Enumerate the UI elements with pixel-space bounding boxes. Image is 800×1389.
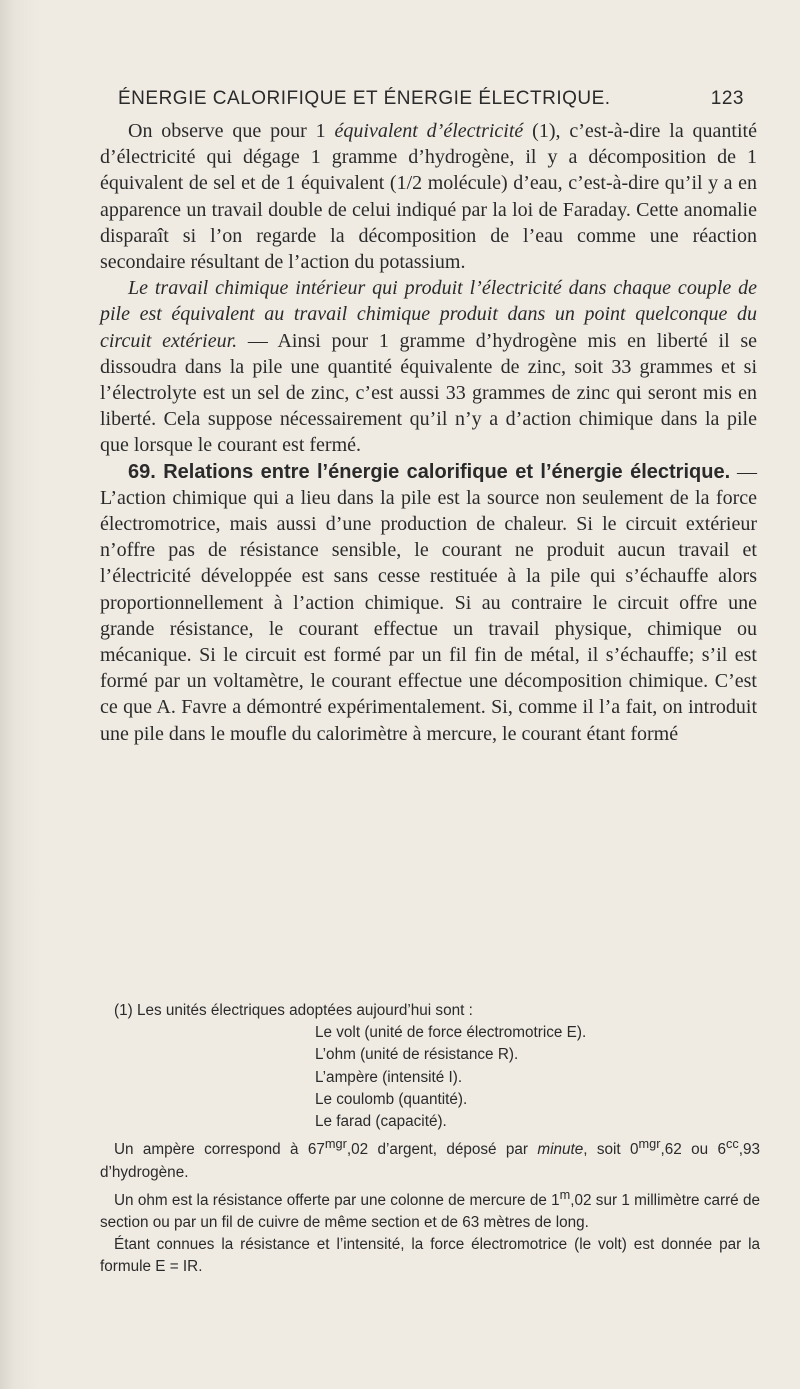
unit-item: Le coulomb (quantité). <box>315 1090 468 1108</box>
footnote-intro: (1) Les unités électriques adoptées aujourd’hui sont : <box>114 1002 473 1019</box>
ampere-italic: minute <box>537 1141 584 1159</box>
page-number: 123 <box>710 88 744 109</box>
running-title: ÉNERGIE CALORIFIQUE ET ÉNERGIE ÉLECTRIQUE. <box>118 88 611 109</box>
formula-note: Étant connues la résistance et l’intensité, la force électromotrice (le volt) est donnée par la formule E = IR. <box>100 1236 760 1276</box>
ampere-text-c: , soit 0 <box>583 1141 639 1159</box>
p2-italic-law: Le travail chimique intérieur qui produit l’électricité dans chaque couple de pile est équivalent au travail chimique produit dans un point quelconque du circuit extérieur. <box>100 277 757 352</box>
p1-text-a: On observe que pour 1 <box>128 120 335 142</box>
paragraph-3 <box>100 459 757 747</box>
section-heading-69: 69. Relations entre l’énergie calorifique et l’énergie électrique. <box>128 460 731 483</box>
unit-item: L’ampère (intensité I). <box>315 1068 463 1086</box>
ohm-definition <box>100 1184 760 1235</box>
ampere-sup-3: cc <box>725 1136 739 1152</box>
paragraph-1 <box>100 118 757 275</box>
ampere-definition <box>100 1133 760 1184</box>
paragraph-2 <box>100 275 757 458</box>
footnote <box>100 1000 760 1279</box>
ampere-text-d: ,62 ou 6 <box>660 1141 726 1159</box>
ohm-sup: m <box>559 1186 571 1202</box>
ampere-text-e: ,93 d’hydrogène. <box>100 1141 760 1181</box>
main-text <box>100 118 757 747</box>
p3-text: — L’action chimique qui a lieu dans la pile est la source non seulement de la force électromotrice, mais aussi d’une production de chaleur. Si le circuit extérieur n’offre pas de résistance sensible, le courant ne produit aucun travail et l’électricité développée est sans cesse restituée à la pile qui s’échauffe alors proportionnellement à l’action chimique. Si au contraire le circuit offre une grande résistance, le courant effectue un travail physique, chimique ou mécanique. Si le circuit est formé par un fil fin de métal, il s’échauffe; s’il est formé par un voltamètre, le courant effectue une décomposition chimique. C’est ce que A. Favre a démontré expérimentalement. Si, comme il l’a fait, on introduit une pile dans le moufle du calorimètre à mercure, le courant étant formé <box>100 460 758 745</box>
running-header <box>118 88 744 116</box>
p1-italic-term: équivalent d’électricité <box>334 120 524 142</box>
unit-item: Le farad (capacité). <box>315 1113 447 1131</box>
p2-text: — Ainsi pour 1 gramme d’hydrogène mis en liberté il se dissoudra dans la pile une quantité équivalente de zinc, soit 33 grammes et si l’électrolyte est un sel de zinc, c’est aussi 33 grammes de zinc qui seront mis en liberté. Cela suppose nécessairement qu’il n’y a d’action chimique dans la pile que lorsque le courant est fermé. <box>100 329 757 457</box>
ohm-text-b: ,02 sur 1 millimètre carré de section ou par un fil de cuivre de même section et de 63 mètres de long. <box>100 1191 760 1232</box>
ampere-text-b: ,02 d’argent, déposé par <box>346 1141 538 1159</box>
ampere-sup-2: mgr <box>638 1136 661 1152</box>
ampere-sup-1: mgr <box>324 1136 347 1152</box>
unit-item: Le volt (unité de force électromotrice E). <box>315 1024 587 1042</box>
p1-text-b: (1), c’est-à-dire la quantité d’électricité qui dégage 1 gramme d’hydrogène, il y a décomposition de 1 équivalent de sel et de 1 équivalent (1/2 molécule) d’eau, c’est-à-dire qu’il y a en apparence un travail double de celui indiqué par la loi de Faraday. Cette anomalie disparaît si l’on regarde la décomposition de l’eau comme une réaction secondaire résultant de l’action du potassium. <box>100 120 757 274</box>
unit-item: L’ohm (unité de résistance R). <box>315 1046 519 1064</box>
ohm-text-a: Un ohm est la résistance offerte par une colonne de mercure de 1 <box>114 1191 560 1209</box>
units-list <box>100 1022 760 1133</box>
ampere-text-a: Un ampère correspond à 67 <box>114 1141 325 1159</box>
